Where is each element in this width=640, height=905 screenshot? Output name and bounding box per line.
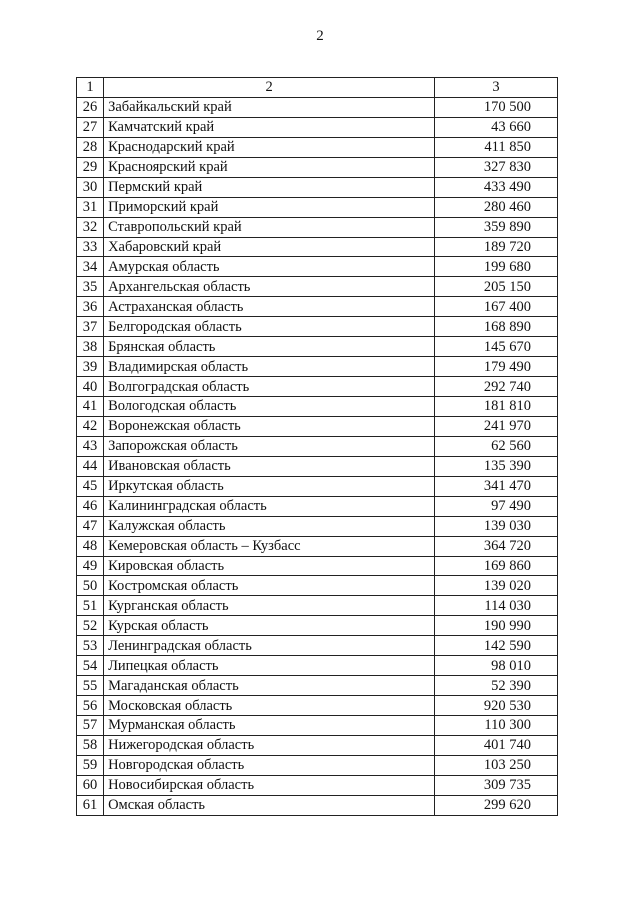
table-row (77, 636, 558, 656)
amount-value: 401 740 (435, 735, 558, 755)
region-name: Калининградская область (104, 496, 435, 516)
amount-value: 205 150 (435, 277, 558, 297)
table-row (77, 476, 558, 496)
amount-value: 169 860 (435, 556, 558, 576)
amount-value: 168 890 (435, 317, 558, 337)
row-number: 52 (77, 616, 104, 636)
table-row (77, 357, 558, 377)
region-name: Новгородская область (104, 755, 435, 775)
amount-value: 103 250 (435, 755, 558, 775)
region-name: Амурская область (104, 257, 435, 277)
row-number: 49 (77, 556, 104, 576)
table-row (77, 576, 558, 596)
row-number: 44 (77, 456, 104, 476)
table-row (77, 317, 558, 337)
row-number: 53 (77, 636, 104, 656)
region-name: Воронежская область (104, 416, 435, 436)
table-row (77, 676, 558, 696)
region-name: Астраханская область (104, 297, 435, 317)
region-name: Красноярский край (104, 157, 435, 177)
table-row (77, 775, 558, 795)
amount-value: 167 400 (435, 297, 558, 317)
table-row (77, 755, 558, 775)
region-name: Запорожская область (104, 436, 435, 456)
amount-value: 142 590 (435, 636, 558, 656)
region-name: Вологодская область (104, 397, 435, 417)
row-number: 51 (77, 596, 104, 616)
table-row (77, 297, 558, 317)
table-row (77, 596, 558, 616)
row-number: 47 (77, 516, 104, 536)
region-name: Пермский край (104, 177, 435, 197)
amount-value: 920 530 (435, 696, 558, 716)
row-number: 60 (77, 775, 104, 795)
row-number: 59 (77, 755, 104, 775)
table-row (77, 436, 558, 456)
region-name: Белгородская область (104, 317, 435, 337)
table-row (77, 716, 558, 736)
table-row (77, 735, 558, 755)
row-number: 58 (77, 735, 104, 755)
row-number: 46 (77, 496, 104, 516)
amount-value: 411 850 (435, 137, 558, 157)
amount-value: 139 020 (435, 576, 558, 596)
region-name: Владимирская область (104, 357, 435, 377)
table-row (77, 656, 558, 676)
table-row (77, 337, 558, 357)
amount-value: 364 720 (435, 536, 558, 556)
page-number: 2 (316, 28, 324, 44)
region-name: Новосибирская область (104, 775, 435, 795)
row-number: 34 (77, 257, 104, 277)
amount-value: 190 990 (435, 616, 558, 636)
region-name: Кировская область (104, 556, 435, 576)
region-name: Краснодарский край (104, 137, 435, 157)
row-number: 38 (77, 337, 104, 357)
region-name: Камчатский край (104, 117, 435, 137)
amount-value: 327 830 (435, 157, 558, 177)
row-number: 29 (77, 157, 104, 177)
row-number: 56 (77, 696, 104, 716)
amount-value: 114 030 (435, 596, 558, 616)
row-number: 39 (77, 357, 104, 377)
region-name: Иркутская область (104, 476, 435, 496)
amount-value: 52 390 (435, 676, 558, 696)
table-row (77, 277, 558, 297)
table-row (77, 117, 558, 137)
region-name: Мурманская область (104, 716, 435, 736)
region-name: Курская область (104, 616, 435, 636)
table-row (77, 257, 558, 277)
region-name: Костромская область (104, 576, 435, 596)
table-row (77, 157, 558, 177)
row-number: 41 (77, 397, 104, 417)
row-number: 35 (77, 277, 104, 297)
amount-value: 97 490 (435, 496, 558, 516)
row-number: 45 (77, 476, 104, 496)
amount-value: 98 010 (435, 656, 558, 676)
amount-value: 135 390 (435, 456, 558, 476)
amount-value: 139 030 (435, 516, 558, 536)
table-row (77, 237, 558, 257)
region-name: Волгоградская область (104, 377, 435, 397)
table-row (77, 616, 558, 636)
row-number: 32 (77, 217, 104, 237)
row-number: 27 (77, 117, 104, 137)
amount-value: 145 670 (435, 337, 558, 357)
region-name: Забайкальский край (104, 97, 435, 117)
table-row (77, 556, 558, 576)
region-name: Липецкая область (104, 656, 435, 676)
amount-value: 292 740 (435, 377, 558, 397)
region-name: Омская область (104, 795, 435, 815)
amount-value: 433 490 (435, 177, 558, 197)
row-number: 36 (77, 297, 104, 317)
row-number: 43 (77, 436, 104, 456)
region-name: Калужская область (104, 516, 435, 536)
table-row (77, 536, 558, 556)
region-name: Ленинградская область (104, 636, 435, 656)
region-name: Курганская область (104, 596, 435, 616)
table-row (77, 197, 558, 217)
row-number: 37 (77, 317, 104, 337)
row-number: 42 (77, 416, 104, 436)
row-number: 48 (77, 536, 104, 556)
amount-value: 62 560 (435, 436, 558, 456)
region-name: Хабаровский край (104, 237, 435, 257)
amount-value: 179 490 (435, 357, 558, 377)
region-name: Нижегородская область (104, 735, 435, 755)
row-number: 28 (77, 137, 104, 157)
table-row (77, 516, 558, 536)
row-number: 57 (77, 716, 104, 736)
table-row (77, 137, 558, 157)
row-number: 55 (77, 676, 104, 696)
amount-value: 43 660 (435, 117, 558, 137)
header-col-3: 3 (435, 78, 558, 98)
row-number: 54 (77, 656, 104, 676)
row-number: 26 (77, 97, 104, 117)
table-row (77, 177, 558, 197)
region-name: Архангельская область (104, 277, 435, 297)
region-name: Московская область (104, 696, 435, 716)
amount-value: 241 970 (435, 416, 558, 436)
row-number: 50 (77, 576, 104, 596)
amount-value: 170 500 (435, 97, 558, 117)
amount-value: 110 300 (435, 716, 558, 736)
regions-table (76, 77, 558, 816)
table-row (77, 456, 558, 476)
row-number: 31 (77, 197, 104, 217)
table-header-row (77, 78, 558, 98)
row-number: 61 (77, 795, 104, 815)
region-name: Магаданская область (104, 676, 435, 696)
amount-value: 181 810 (435, 397, 558, 417)
table-row (77, 496, 558, 516)
header-col-1: 1 (77, 78, 104, 98)
row-number: 33 (77, 237, 104, 257)
amount-value: 359 890 (435, 217, 558, 237)
table-row (77, 217, 558, 237)
table-row (77, 377, 558, 397)
table-row (77, 397, 558, 417)
amount-value: 189 720 (435, 237, 558, 257)
row-number: 40 (77, 377, 104, 397)
amount-value: 299 620 (435, 795, 558, 815)
row-number: 30 (77, 177, 104, 197)
table-row (77, 97, 558, 117)
region-name: Брянская область (104, 337, 435, 357)
table-row (77, 696, 558, 716)
region-name: Ивановская область (104, 456, 435, 476)
amount-value: 309 735 (435, 775, 558, 795)
region-name: Ставропольский край (104, 217, 435, 237)
amount-value: 199 680 (435, 257, 558, 277)
region-name: Приморский край (104, 197, 435, 217)
amount-value: 341 470 (435, 476, 558, 496)
table-row (77, 416, 558, 436)
header-col-2: 2 (104, 78, 435, 98)
table-row (77, 795, 558, 815)
region-name: Кемеровская область – Кузбасс (104, 536, 435, 556)
amount-value: 280 460 (435, 197, 558, 217)
